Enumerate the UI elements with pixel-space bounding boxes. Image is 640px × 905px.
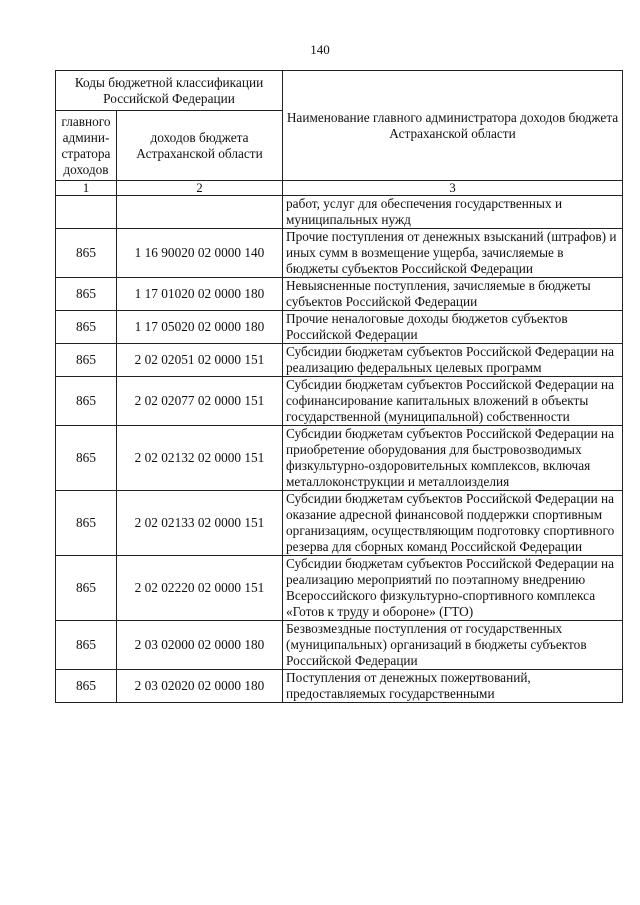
income-code-cell: 2 02 02132 02 0000 151 (117, 426, 283, 491)
income-name-cell: Невыясненные поступления, зачисляемые в бюджеты субъектов Российской Федерации (283, 278, 623, 311)
admin-code-cell: 865 (56, 556, 117, 621)
admin-code-cell (56, 196, 117, 229)
income-name-cell: Прочие поступления от денежных взысканий (штрафов) и иных сумм в возмещение ущерба, зачисляемые в бюджеты субъектов Российской Федерации (283, 229, 623, 278)
table-row (56, 344, 623, 377)
income-name-cell: Субсидии бюджетам субъектов Российской Федерации на реализацию федеральных целевых программ (283, 344, 623, 377)
table-row (56, 377, 623, 426)
income-name-cell: Субсидии бюджетам субъектов Российской Федерации на оказание адресной финансовой поддержки спортивным организациям, осуществляющим подготовку спортивного резерва для сборных команд Российской Федерации (283, 491, 623, 556)
admin-code-cell: 865 (56, 344, 117, 377)
income-name-cell: Субсидии бюджетам субъектов Российской Федерации на софинансирование капитальных вложений в объекты государственной (муниципальной) собственности (283, 377, 623, 426)
table-row (56, 556, 623, 621)
admin-code-cell: 865 (56, 278, 117, 311)
table-row (56, 311, 623, 344)
income-code-cell: 2 02 02133 02 0000 151 (117, 491, 283, 556)
table-row (56, 196, 623, 229)
column-number-2: 2 (117, 181, 283, 196)
admin-code-cell: 865 (56, 621, 117, 670)
income-name-cell: Безвозмездные поступления от государственных (муниципальных) организаций в бюджеты субъектов Российской Федерации (283, 621, 623, 670)
income-name-cell: Поступления от денежных пожертвований, предоставляемых государственными (283, 670, 623, 703)
income-name-cell: Субсидии бюджетам субъектов Российской Федерации на реализацию мероприятий по поэтапному внедрению Всероссийского физкультурно-спортивного комплекса «Готов к труду и обороне» (ГТО) (283, 556, 623, 621)
income-code-cell: 1 17 05020 02 0000 180 (117, 311, 283, 344)
header-row-codes (56, 71, 623, 111)
table-row (56, 426, 623, 491)
page-number: 140 (310, 42, 330, 57)
income-name-cell: Прочие неналоговые доходы бюджетов субъектов Российской Федерации (283, 311, 623, 344)
table-row (56, 621, 623, 670)
admin-code-cell: 865 (56, 491, 117, 556)
table-row (56, 670, 623, 703)
column-number-1: 1 (56, 181, 117, 196)
header-admin-column: главного админи-стратора доходов (56, 111, 117, 181)
header-income-column: доходов бюджета Астраханской области (117, 111, 283, 181)
admin-code-cell: 865 (56, 426, 117, 491)
table-row (56, 491, 623, 556)
column-number-3: 3 (283, 181, 623, 196)
header-codes-title: Коды бюджетной классификации Российской Федерации (56, 71, 283, 111)
table-row (56, 229, 623, 278)
income-code-cell: 2 03 02000 02 0000 180 (117, 621, 283, 670)
income-code-cell: 1 16 90020 02 0000 140 (117, 229, 283, 278)
income-code-cell: 1 17 01020 02 0000 180 (117, 278, 283, 311)
income-code-cell: 2 03 02020 02 0000 180 (117, 670, 283, 703)
admin-code-cell: 865 (56, 377, 117, 426)
budget-classification-table (55, 70, 623, 703)
admin-code-cell: 865 (56, 229, 117, 278)
table-row (56, 278, 623, 311)
income-code-cell: 2 02 02051 02 0000 151 (117, 344, 283, 377)
income-name-cell: Субсидии бюджетам субъектов Российской Федерации на приобретение оборудования для быстровозводимых физкультурно-оздоровительных комплексов, включая металлоконструкции и металлоизделия (283, 426, 623, 491)
admin-code-cell: 865 (56, 311, 117, 344)
income-code-cell: 2 02 02077 02 0000 151 (117, 377, 283, 426)
header-name-column: Наименование главного администратора доходов бюджета Астраханской области (283, 71, 623, 181)
income-code-cell (117, 196, 283, 229)
income-name-cell: работ, услуг для обеспечения государственных и муниципальных нужд (283, 196, 623, 229)
admin-code-cell: 865 (56, 670, 117, 703)
income-code-cell: 2 02 02220 02 0000 151 (117, 556, 283, 621)
column-number-row (56, 181, 623, 196)
